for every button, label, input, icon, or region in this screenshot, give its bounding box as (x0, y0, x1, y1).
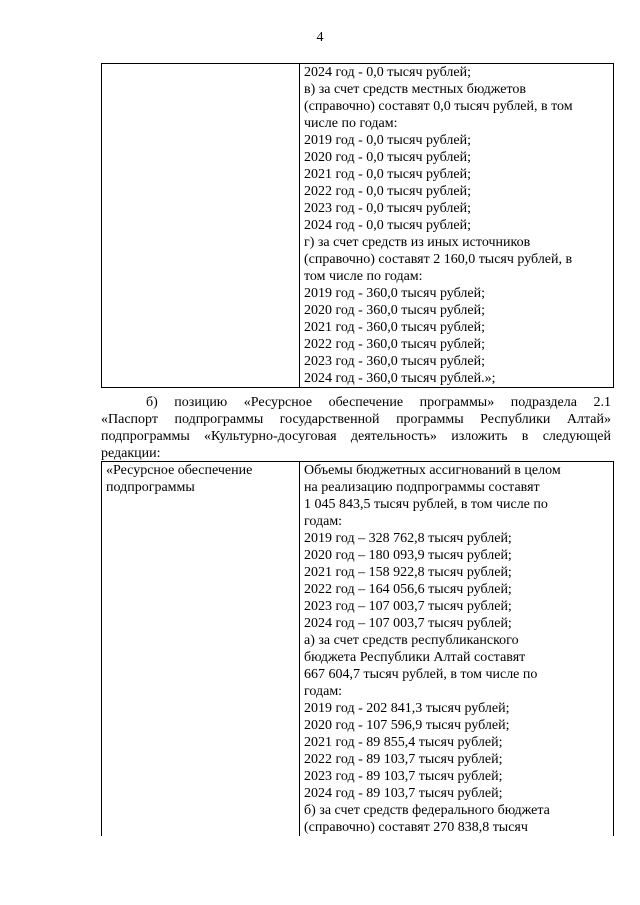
text-line: 2024 год – 107 003,7 тысяч рублей; (304, 616, 512, 631)
text-line: (справочно) составят 2 160,0 тысяч рублей, в (304, 252, 573, 267)
table2-left-lines (106, 462, 295, 496)
text-line: 2023 год - 360,0 тысяч рублей; (304, 354, 485, 369)
text-line: б) позицию «Ресурсное обеспечение программы» подраздела 2.1 (146, 395, 611, 410)
text-line: г) за счет средств из иных источников (304, 235, 531, 250)
text-line: годам: (304, 514, 343, 529)
text-line: а) за счет средств республиканского (304, 633, 519, 648)
text-line: 2024 год - 0,0 тысяч рублей; (304, 218, 471, 233)
text-line: 2020 год - 360,0 тысяч рублей; (304, 303, 485, 318)
table-cell-left-empty (102, 64, 300, 388)
table2-right-lines (304, 462, 609, 836)
table1-right-lines (304, 64, 609, 387)
text-line: редакции: (101, 446, 161, 461)
text-line: 2020 год - 0,0 тысяч рублей; (304, 150, 471, 165)
table-row (102, 462, 614, 837)
text-line: «Ресурсное обеспечение (106, 463, 253, 478)
table-row (102, 64, 614, 388)
text-line: Объемы бюджетных ассигнований в целом (304, 463, 561, 478)
table-cell-right (300, 64, 614, 388)
text-line: 2024 год - 89 103,7 тысяч рублей; (304, 786, 503, 801)
text-line: годам: (304, 684, 343, 699)
text-line: подпрограммы «Культурно-досуговая деятельность» изложить в следующей (101, 429, 611, 444)
text-line: б) за счет средств федерального бюджета (304, 803, 550, 818)
page-number: 4 (316, 30, 324, 45)
text-line: 2023 год - 89 103,7 тысяч рублей; (304, 769, 503, 784)
text-line: «Паспорт подпрограммы государственной программы Республики Алтай» (101, 412, 611, 427)
text-line: 2019 год - 202 841,3 тысяч рублей; (304, 701, 510, 716)
resource-table-new (101, 461, 614, 836)
text-line: 2020 год – 180 093,9 тысяч рублей; (304, 548, 512, 563)
text-line: 2021 год – 158 922,8 тысяч рублей; (304, 565, 512, 580)
text-line: 2021 год - 89 855,4 тысяч рублей; (304, 735, 503, 750)
text-line: 2020 год - 107 596,9 тысяч рублей; (304, 718, 510, 733)
text-line: 2023 год - 0,0 тысяч рублей; (304, 201, 471, 216)
text-line: (справочно) составят 270 838,8 тысяч (304, 820, 528, 835)
text-line: бюджета Республики Алтай составят (304, 650, 526, 665)
text-line: 2019 год - 360,0 тысяч рублей; (304, 286, 485, 301)
text-line: 2019 год – 328 762,8 тысяч рублей; (304, 531, 512, 546)
text-line: 2022 год – 164 056,6 тысяч рублей; (304, 582, 512, 597)
table-cell-right (300, 462, 614, 837)
text-line: том числе по годам: (304, 269, 423, 284)
table-cell-left (102, 462, 300, 837)
resource-table-continued (101, 63, 614, 388)
text-line: 2022 год - 360,0 тысяч рублей; (304, 337, 485, 352)
text-line: 2022 год - 0,0 тысяч рублей; (304, 184, 471, 199)
text-line: 2022 год - 89 103,7 тысяч рублей; (304, 752, 503, 767)
text-line: 667 604,7 тысяч рублей, в том числе по (304, 667, 538, 682)
text-line: в) за счет средств местных бюджетов (304, 82, 527, 97)
text-line: 2019 год - 0,0 тысяч рублей; (304, 133, 471, 148)
text-line: 2024 год - 0,0 тысяч рублей; (304, 65, 471, 80)
text-line: 2024 год - 360,0 тысяч рублей.»; (304, 371, 496, 386)
text-line: 1 045 843,5 тысяч рублей, в том числе по (304, 497, 548, 512)
text-line: на реализацию подпрограммы составят (304, 480, 540, 495)
amendment-paragraph (101, 394, 611, 462)
text-line: 2023 год – 107 003,7 тысяч рублей; (304, 599, 512, 614)
text-line: 2021 год - 360,0 тысяч рублей; (304, 320, 485, 335)
text-line: числе по годам: (304, 116, 398, 131)
text-line: (справочно) составят 0,0 тысяч рублей, в том (304, 99, 573, 114)
text-line: подпрограммы (106, 480, 195, 495)
text-line: 2021 год - 0,0 тысяч рублей; (304, 167, 471, 182)
